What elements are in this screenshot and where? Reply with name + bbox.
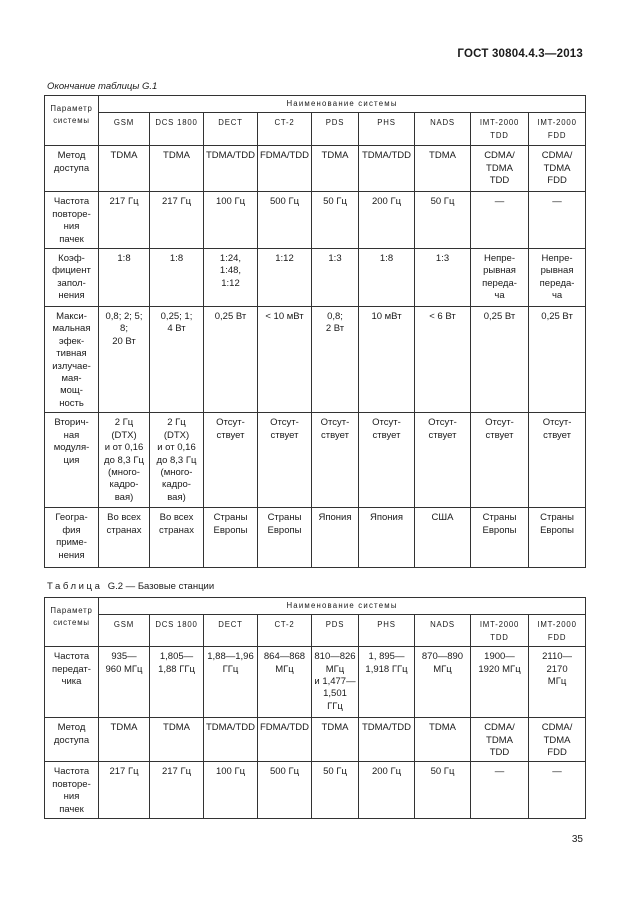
column-header: PHS [359,615,415,647]
table-1-body [45,146,586,568]
table-cell: 0,25 Вт [529,307,586,413]
table-cell: 1900— 1920 МГц [471,647,529,718]
table-cell: 200 Гц [359,192,415,249]
table-cell: Отсут- ствует [529,413,586,508]
table-cell: 0,8; 2; 5; 8; 20 Вт [99,307,150,413]
row-parameter: Макси- мальная эфек- тивная излучае- мая- мощ- ность [45,307,99,413]
table-cell: 2 Гц (DTX) и от 0,16 до 8,3 Гц (много- кадро- вая) [150,413,204,508]
table-cell: TDMA/TDD [359,718,415,762]
table-cell: — [471,762,529,819]
table-row [45,508,586,568]
table-cell: 217 Гц [99,762,150,819]
row-parameter: Геогра- фия приме- нения [45,508,99,568]
table-cell: 200 Гц [359,762,415,819]
table-cell: 870—890 МГц [415,647,471,718]
table-cell: TDMA [150,718,204,762]
column-header: IMT-2000 TDD [471,615,529,647]
row-parameter: Частота передат- чика [45,647,99,718]
table-cell: 217 Гц [99,192,150,249]
table-cell: TDMA/TDD [204,146,258,192]
table-cell: 0,25 Вт [471,307,529,413]
table-cell: 50 Гц [415,192,471,249]
column-header: PHS [359,113,415,146]
column-header: IMT-2000 FDD [529,615,586,647]
column-header: GSM [99,113,150,146]
column-header: DECT [204,113,258,146]
table-row [45,762,586,819]
row-parameter: Метод доступа [45,718,99,762]
table-cell: 500 Гц [258,192,312,249]
table-cell: CDMA/ TDMA FDD [529,718,586,762]
table-cell: 217 Гц [150,762,204,819]
table-cell: TDMA/TDD [359,146,415,192]
table-cell: Страны Европы [471,508,529,568]
table-cell: 10 мВт [359,307,415,413]
table-cell: TDMA [415,718,471,762]
column-header: DCS 1800 [150,615,204,647]
table-cell: Япония [312,508,359,568]
table-cell: < 10 мВт [258,307,312,413]
column-header: NADS [415,615,471,647]
table-cell: 100 Гц [204,192,258,249]
table-cell: FDMA/TDD [258,146,312,192]
table-cell: 1:8 [359,249,415,307]
column-header: NADS [415,113,471,146]
table-2-caption [47,581,214,592]
table-cell: Непре- рывная переда- ча [471,249,529,307]
table-cell: Отсут- ствует [312,413,359,508]
table-cell: Отсут- ствует [415,413,471,508]
column-header: CT-2 [258,113,312,146]
table-cell: 1:3 [415,249,471,307]
row-parameter: Вторич- ная модуля- ция [45,413,99,508]
table-cell: — [529,762,586,819]
table-2-body [45,647,586,819]
table-cell: Отсут- ствует [258,413,312,508]
table-row [45,647,586,718]
column-header: GSM [99,615,150,647]
document-header: ГОСТ 30804.4.3—2013 [457,48,583,60]
table-cell: < 6 Вт [415,307,471,413]
column-header: IMT-2000 FDD [529,113,586,146]
table-cell: CDMA/ TDMA FDD [529,146,586,192]
table-row [45,307,586,413]
table-cell: Во всех странах [150,508,204,568]
table-cell: TDMA [99,146,150,192]
row-parameter: Метод доступа [45,146,99,192]
table-cell: Непре- рывная переда- ча [529,249,586,307]
table-cell: 500 Гц [258,762,312,819]
systems-header: Наименование системы [99,96,586,113]
param-header: Параметр системы [45,598,99,647]
table-cell: 1:3 [312,249,359,307]
table-cell: 2 Гц (DTX) и от 0,16 до 8,3 Гц (много- кадро- вая) [99,413,150,508]
column-header: CT-2 [258,615,312,647]
table-cell: 50 Гц [312,762,359,819]
table-cell: США [415,508,471,568]
table-1 [44,95,586,568]
table-2-caption-title: G.2 — Базовые станции [107,581,215,592]
table-row [45,249,586,307]
table-cell: CDMA/ TDMA TDD [471,718,529,762]
page-number: 35 [571,834,583,845]
table-cell: — [471,192,529,249]
table-cell: FDMA/TDD [258,718,312,762]
table-cell: 810—826 МГц и 1,477— 1,501 ГГц [312,647,359,718]
column-header: DCS 1800 [150,113,204,146]
table-cell: 217 Гц [150,192,204,249]
table-cell: 1,88—1,96 ГГц [204,647,258,718]
table-cell: 2110— 2170 МГц [529,647,586,718]
table-row [45,413,586,508]
table-cell: 1:8 [99,249,150,307]
table-2-caption-label: Таблица [47,581,103,592]
table-cell: Страны Европы [204,508,258,568]
table-cell: 0,25; 1; 4 Вт [150,307,204,413]
column-header: IMT-2000 TDD [471,113,529,146]
table-cell: TDMA [415,146,471,192]
table-cell: Отсут- ствует [471,413,529,508]
table-cell: Япония [359,508,415,568]
table-cell: TDMA [150,146,204,192]
row-parameter: Коэф- фициент запол- нения [45,249,99,307]
table-cell: TDMA/TDD [204,718,258,762]
table-cell: Отсут- ствует [359,413,415,508]
row-parameter: Частота повторе- ния пачек [45,762,99,819]
table-cell: 864—868 МГц [258,647,312,718]
table-cell: TDMA [312,718,359,762]
row-parameter: Частота повторе- ния пачек [45,192,99,249]
table-row [45,718,586,762]
table-row [45,192,586,249]
table-cell: 1:12 [258,249,312,307]
table-cell: Во всех странах [99,508,150,568]
table-cell: 100 Гц [204,762,258,819]
table-row [45,146,586,192]
column-header: PDS [312,113,359,146]
table-cell: TDMA [99,718,150,762]
table-cell: 1, 895— 1,918 ГГц [359,647,415,718]
table-cell: CDMA/ TDMA TDD [471,146,529,192]
table-cell: 1:8 [150,249,204,307]
table-1-caption: Окончание таблицы G.1 [47,81,158,92]
column-header: PDS [312,615,359,647]
table-cell: 0,8; 2 Вт [312,307,359,413]
table-cell: Страны Европы [258,508,312,568]
table-cell: Отсут- ствует [204,413,258,508]
table-cell: 1,805— 1,88 ГГц [150,647,204,718]
table-cell: Страны Европы [529,508,586,568]
systems-header: Наименование системы [99,598,586,615]
table-cell: 50 Гц [415,762,471,819]
table-cell: TDMA [312,146,359,192]
table-cell: 0,25 Вт [204,307,258,413]
table-2 [44,597,586,819]
table-cell: 935— 960 МГц [99,647,150,718]
table-cell: — [529,192,586,249]
column-header: DECT [204,615,258,647]
table-cell: 1:24, 1:48, 1:12 [204,249,258,307]
param-header: Параметр системы [45,96,99,146]
table-cell: 50 Гц [312,192,359,249]
